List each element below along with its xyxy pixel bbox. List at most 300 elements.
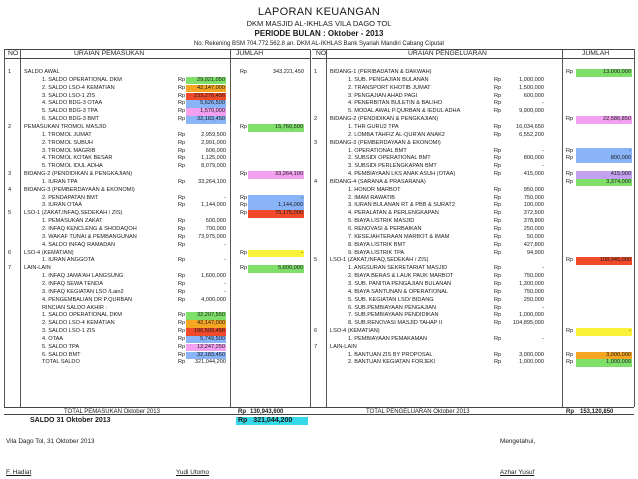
row-subamount: 800,000 [523, 155, 544, 162]
row-subamount: 2,991,000 [201, 139, 226, 146]
row-label: LSO-1 (ZAKAT,INFAQ,SEDEKAH / ZIS) [330, 257, 429, 264]
row-label: 2. TRANSPORT KHOTIB JUMAT [348, 84, 431, 91]
row-currency-total: Rp [240, 249, 248, 256]
row-subamount: - [224, 257, 226, 264]
row-currency: Rp [494, 92, 502, 99]
row-currency: Rp [494, 296, 502, 303]
expense-title-header: URAIAN PENGELUARAN [408, 50, 487, 57]
table-row [312, 328, 634, 336]
row-subamount: 32,183,450 [186, 116, 226, 124]
row-subamount: 196,509,456 [186, 328, 226, 336]
table-row [312, 242, 634, 250]
signatory-2: Yudi Utomo [176, 469, 210, 476]
table-row [312, 289, 634, 297]
row-label: TOTAL SALDO [42, 359, 80, 366]
row-amount: 108,945,000 [576, 257, 632, 265]
row-label: LAIN-LAIN [330, 343, 357, 350]
row-number: 5 [8, 210, 12, 217]
row-subamount: 950,000 [523, 186, 544, 193]
row-subamount: - [542, 265, 544, 272]
table-row [6, 242, 308, 250]
total-expense-row [310, 407, 634, 415]
row-subamount: 33,264,100 [198, 178, 226, 185]
row-amount: 13,000,000 [576, 69, 632, 77]
table-row [6, 218, 308, 226]
row-currency-total: Rp [566, 178, 574, 185]
row-subamount: 1,000,000 [519, 312, 544, 319]
row-amount: - [248, 195, 304, 203]
row-currency: Rp [494, 320, 502, 327]
table-row [6, 116, 308, 124]
row-label: SALDO AWAL [24, 69, 60, 75]
row-label: 1. INFAQ JAMA'AH LANGSUNG [42, 273, 124, 280]
row-number: 4 [314, 178, 318, 185]
saldo-rp: Rp [238, 417, 248, 424]
row-currency-total: Rp [240, 265, 248, 272]
row-amount: 1,144,000 [248, 202, 304, 210]
row-currency: Rp [494, 265, 502, 272]
table-row [312, 281, 634, 289]
table-row [6, 226, 308, 234]
row-currency: Rp [494, 233, 502, 240]
row-label: 4. SALDO INFAQ RAMADAN [42, 241, 116, 248]
table-row [6, 250, 308, 258]
table-row [6, 202, 308, 210]
table-row [6, 179, 308, 187]
row-amount: 15,760,500 [248, 124, 304, 132]
row-currency-total: Rp [566, 359, 574, 366]
row-currency: Rp [494, 163, 502, 170]
row-currency: Rp [494, 100, 502, 107]
divider-line [310, 49, 311, 407]
table-row [6, 69, 308, 77]
table-row [6, 140, 308, 148]
row-currency: Rp [178, 84, 186, 91]
table-row [6, 77, 308, 85]
table-row [312, 116, 634, 124]
table-row [312, 140, 634, 148]
row-subamount: 1,600,000 [201, 273, 226, 280]
table-row [312, 297, 634, 305]
row-subamount: 2,959,500 [201, 131, 226, 138]
table-row [6, 297, 308, 305]
row-subamount: 700,000 [205, 226, 226, 232]
row-currency: Rp [178, 343, 186, 350]
row-subamount: 32,207,550 [186, 312, 226, 320]
row-label: BIDANG-3 (PEMBERDAYAAN & EKONOMI) [330, 139, 441, 146]
row-amount: - [576, 148, 632, 156]
row-label: 3. PENGAJIAN AHAD PAGI [348, 92, 418, 99]
row-label: 2. SUBSIDI OPERATIONAL BMT [348, 155, 431, 162]
row-currency-total: Rp [566, 351, 574, 358]
saldo-label: SALDO 31 Oktober 2013 [30, 417, 111, 424]
table-row [6, 281, 308, 289]
row-subamount: 9,900,000 [519, 108, 544, 115]
row-currency: Rp [494, 312, 502, 319]
table-row [312, 155, 634, 163]
row-number: 3 [314, 139, 318, 146]
table-row [312, 202, 634, 210]
row-currency-total: Rp [566, 69, 574, 75]
table-row [312, 69, 634, 77]
row-subamount: - [224, 280, 226, 287]
row-number: 4 [8, 186, 12, 193]
table-row [6, 124, 308, 132]
row-subamount: 42,147,000 [186, 320, 226, 328]
table-row [312, 257, 634, 265]
table-row [312, 344, 634, 352]
row-label: 2. SALDO LSO-4 KEMATIAN [42, 320, 115, 327]
row-subamount: 378,800 [523, 218, 544, 225]
row-label: 3. SUB. PANITIA PENGAJIAN BULANAN [348, 280, 452, 287]
row-label: 1. ANGSURAN SEKRETARIAT MASJID [348, 265, 448, 272]
row-amount: - [248, 250, 304, 258]
row-label: 1. TROMOL JUMAT [42, 131, 92, 138]
total-income-rp: Rp [238, 409, 246, 415]
row-currency: Rp [494, 241, 502, 248]
row-currency: Rp [494, 210, 502, 217]
row-number: 2 [314, 116, 318, 123]
table-row [312, 320, 634, 328]
row-subamount: 94,900 [526, 249, 544, 256]
table-row [312, 187, 634, 195]
table-row [6, 155, 308, 163]
table-row [6, 289, 308, 297]
table-row [312, 234, 634, 242]
row-currency: Rp [494, 131, 502, 138]
row-currency-total: Rp [566, 147, 574, 154]
row-amount: 3,000,000 [576, 352, 632, 360]
row-label: 4. PENERBITAN BULETIN & BALIHO [348, 100, 443, 107]
row-currency: Rp [178, 147, 186, 154]
row-subamount: 1,125,000 [201, 155, 226, 162]
table-row [6, 320, 308, 328]
row-currency: Rp [494, 202, 502, 209]
row-subamount: 250,000 [523, 226, 544, 232]
row-label: 1. SALDO OPERATIONAL DKM [42, 76, 122, 83]
row-amount: 33,264,100 [248, 171, 304, 179]
row-label: 6. SUB.PEMBIAYAAN PENGAJIAN [348, 304, 437, 311]
row-label: 8. SUB.RENOVASI MASJID TAHAP II [348, 320, 443, 327]
row-currency: Rp [178, 202, 186, 209]
row-subamount: - [542, 335, 544, 342]
row-label: 4. OTAA [42, 335, 64, 342]
total-income-row [4, 407, 310, 415]
row-subamount: 750,000 [523, 288, 544, 295]
row-currency: Rp [178, 233, 186, 240]
row-number: 6 [8, 249, 12, 256]
row-label: 1. IURAN TPA [42, 178, 78, 185]
row-label: 4. PERALATAN & PERLENGKAPAN [348, 210, 439, 217]
row-number: 2 [8, 123, 12, 130]
row-currency-total: Rp [566, 328, 574, 335]
table-row [6, 305, 308, 313]
total-expense-rp: Rp [566, 409, 574, 415]
row-label: 6. RENOVASI & PERBAIKAN [348, 226, 422, 232]
row-label: BIDANG-2 (PENDIDIKAN & PENGKAJIAN) [330, 116, 439, 123]
row-subamount: - [542, 163, 544, 170]
table-row [312, 265, 634, 273]
row-amount: 3,374,000 [576, 179, 632, 187]
row-currency: Rp [178, 280, 186, 287]
table-row [312, 226, 634, 234]
row-currency: Rp [494, 171, 502, 178]
row-subamount: 42,147,000 [186, 85, 226, 93]
row-currency: Rp [178, 335, 186, 342]
row-number: 1 [8, 69, 12, 75]
row-currency: Rp [494, 249, 502, 256]
row-number: 7 [8, 265, 12, 272]
row-currency-total: Rp [240, 69, 248, 75]
row-currency: Rp [178, 226, 186, 232]
row-label: 1. SUB. PENGAJIAN BULANAN [348, 76, 429, 83]
income-column-header [4, 49, 310, 59]
row-currency: Rp [178, 100, 186, 107]
row-currency: Rp [494, 76, 502, 83]
row-subamount: 8,079,000 [201, 163, 226, 170]
row-label: 3. IURAN OTAA [42, 202, 82, 209]
table-row [6, 328, 308, 336]
row-currency: Rp [494, 123, 502, 130]
row-label: 4. TROMOL KOTAK BESAR [42, 155, 113, 162]
saldo-row [4, 417, 310, 425]
row-amount: 343,221,450 [272, 69, 304, 75]
table-row [6, 359, 308, 367]
row-label: 2. IMAM RAWATIB [348, 194, 396, 201]
row-amount: 5,600,000 [248, 265, 304, 273]
row-amount: 800,000 [576, 155, 632, 163]
row-label: 2. INFAQ KENCLENG & SHODAQOH [42, 226, 137, 232]
row-label: LSO-4 (KEMATIAN) [24, 249, 74, 256]
signatory-1: F. Hadiat [6, 469, 32, 476]
row-currency-total: Rp [240, 210, 248, 217]
table-row [6, 234, 308, 242]
row-label: BIDANG-2 (PENDIDIKAN & PENGKAJIAN) [24, 171, 133, 178]
row-amount: 75,175,000 [248, 210, 304, 218]
row-subamount: 32,183,450 [186, 352, 226, 360]
row-currency: Rp [494, 147, 502, 154]
row-label: 1. THR GURU2 TPA [348, 123, 399, 130]
table-row [312, 124, 634, 132]
table-row [6, 210, 308, 218]
row-subamount: - [224, 194, 226, 201]
row-amount: 1,000,000 [576, 359, 632, 367]
row-subamount: - [542, 304, 544, 311]
row-currency: Rp [178, 76, 186, 83]
row-subamount: 606,000 [205, 147, 226, 154]
row-currency-total: Rp [240, 202, 248, 209]
row-currency: Rp [178, 241, 186, 248]
row-label: 5. SALDO BDG-3 TPA [42, 108, 98, 115]
row-subamount: 1,570,000 [186, 108, 226, 116]
table-row [312, 148, 634, 156]
row-subamount: 100,000 [523, 202, 544, 209]
row-currency: Rp [178, 328, 186, 335]
table-row [312, 85, 634, 93]
row-subamount: 12,247,250 [186, 344, 226, 352]
table-row [312, 218, 634, 226]
row-subamount: - [224, 288, 226, 295]
table-row [6, 273, 308, 281]
row-label: 8. BIAYA LISTRIK BMT [348, 241, 406, 248]
row-subamount: 50,000 [526, 233, 544, 240]
row-label: 4. BIAYA SANTUNAN & OPERATIONAL [348, 288, 449, 295]
row-subamount: 1,000,000 [519, 76, 544, 83]
row-currency: Rp [494, 359, 502, 366]
report-title: LAPORAN KEUANGAN [257, 6, 381, 18]
table-row [6, 344, 308, 352]
table-row [6, 148, 308, 156]
row-subamount: 1,144,000 [201, 202, 226, 209]
row-currency: Rp [178, 116, 186, 123]
row-subamount: 250,000 [523, 296, 544, 303]
table-row [6, 100, 308, 108]
row-currency: Rp [178, 218, 186, 225]
report-subtitle: DKM MASJID AL-IKHLAS VILA DAGO TOL [246, 19, 392, 28]
row-label: 4. SALDO BDG-3 OTAA [42, 100, 103, 107]
table-row [6, 187, 308, 195]
row-currency: Rp [178, 178, 186, 185]
row-currency: Rp [494, 335, 502, 342]
row-label: 2. LOMBA TAHFIZ AL-QUR'AN ANAK2 [348, 131, 445, 138]
row-currency: Rp [494, 288, 502, 295]
table-row [312, 250, 634, 258]
row-subamount: 600,000 [523, 92, 544, 99]
row-amount: - [576, 328, 632, 336]
expense-amount-header: JUMLAH [582, 50, 610, 57]
row-currency: Rp [178, 296, 186, 303]
table-row [6, 257, 308, 265]
table-row [6, 265, 308, 273]
row-currency: Rp [178, 108, 186, 115]
row-label: 3. WAKAF TUNAI & PEMBANGUNAN [42, 233, 137, 240]
divider-line [4, 49, 5, 407]
table-row [312, 163, 634, 171]
row-currency: Rp [178, 359, 186, 366]
row-label: 4. PENGEMBALIAN DR P.QURBAN [42, 296, 133, 303]
expense-column-header [312, 49, 634, 59]
row-label: BIDANG-3 (PEMBERDAYAAN & EKONOMI) [24, 186, 135, 193]
table-row [312, 179, 634, 187]
row-label: 1. IURAN ANGGOTA [42, 257, 95, 264]
row-label: 1. OPERATIONAL BMT [348, 147, 407, 154]
row-currency: Rp [178, 273, 186, 280]
row-currency-total: Rp [240, 123, 248, 130]
table-row [6, 163, 308, 171]
table-row [312, 77, 634, 85]
row-label: 1. PEMBIAYAAN PEMAKAMAN [348, 335, 428, 342]
table-row [312, 132, 634, 140]
row-label: 5. SALDO TPA [42, 343, 80, 350]
row-number: 3 [8, 171, 12, 178]
table-row [6, 352, 308, 360]
table-row [6, 336, 308, 344]
place-date: Vila Dago Tol, 31 Oktober 2013 [6, 438, 95, 445]
total-income-label: TOTAL PEMASUKAN Oktober 2013 [64, 409, 160, 415]
row-label: 5. TROMOL IDUL ADHA [42, 163, 103, 170]
row-currency: Rp [178, 155, 186, 162]
row-label: 3. SUBSIDI PERLENGKAPAN BMT [348, 163, 437, 170]
row-label: 5. SUB. KEGIATAN LSO/ BIDANG [348, 296, 434, 303]
row-label: 1. HONOR MARBOT [348, 186, 401, 193]
row-subamount: 427,800 [523, 241, 544, 248]
row-subamount: 321,044,200 [194, 359, 226, 366]
row-currency: Rp [494, 218, 502, 225]
row-subamount: 6,552,200 [519, 131, 544, 138]
row-currency-total: Rp [566, 171, 574, 178]
row-label: LSO-1 (ZAKAT,INFAQ,SEDEKAH / ZIS) [24, 210, 123, 217]
row-currency-total: Rp [566, 257, 574, 264]
row-subamount: 5,626,500 [186, 100, 226, 108]
row-currency: Rp [178, 163, 186, 170]
row-subamount: 4,000,000 [201, 296, 226, 303]
row-currency: Rp [178, 194, 186, 201]
table-row [312, 108, 634, 116]
row-subamount: 750,000 [523, 194, 544, 201]
table-row [6, 195, 308, 203]
table-row [312, 100, 634, 108]
table-row [312, 305, 634, 313]
row-subamount: 3,000,000 [519, 351, 544, 358]
total-expense-label: TOTAL PENGELUARAN Oktober 2013 [366, 409, 470, 415]
row-currency: Rp [494, 155, 502, 162]
row-subamount: 16,034,650 [516, 123, 544, 130]
row-subamount: 750,000 [523, 273, 544, 280]
row-label: 9. BIAYA LISTRIK TPA [348, 249, 405, 256]
row-currency-total: Rp [240, 194, 248, 201]
table-row [6, 85, 308, 93]
table-row [312, 312, 634, 320]
row-subamount: 104,895,000 [512, 320, 544, 327]
row-amount: 415,000 [576, 171, 632, 179]
table-row [312, 352, 634, 360]
table-row [312, 273, 634, 281]
row-currency: Rp [178, 351, 186, 358]
table-row [312, 210, 634, 218]
row-label: 6. SALDO BDG-3 BMT [42, 116, 100, 123]
row-label: 2. SALDO LSO-4 KEMATIAN [42, 84, 115, 91]
row-label: 2. BIAYA BERAS & LAUK PAUK MARBOT [348, 273, 454, 280]
table-row [6, 312, 308, 320]
report-period: PERIODE BULAN : Oktober - 2013 [254, 29, 384, 38]
row-label: 2. INFAQ SEWA TENDA [42, 280, 103, 287]
row-currency: Rp [178, 312, 186, 319]
row-currency: Rp [178, 139, 186, 146]
row-label: 3. TROMOL MAGRIB [42, 147, 96, 154]
row-currency-total: Rp [566, 116, 574, 123]
total-income-value: 130,943,600 [250, 409, 284, 415]
row-number: 6 [314, 328, 318, 335]
row-subamount: 415,000 [523, 171, 544, 178]
row-currency: Rp [178, 131, 186, 138]
table-row [6, 108, 308, 116]
row-currency-total: Rp [566, 155, 574, 162]
row-subamount: 1,000,000 [519, 359, 544, 366]
row-label: 6. SALDO BMT [42, 351, 81, 358]
row-label: 5. BIAYA LISTRIK MASJID [348, 218, 415, 225]
row-subamount: 1,300,000 [519, 280, 544, 287]
row-currency: Rp [178, 288, 186, 295]
row-label: RINCIAN SALDO AKHIR : [42, 304, 107, 311]
row-number: 1 [314, 69, 318, 75]
income-no-header: NO [8, 50, 19, 57]
income-amount-header: JUMLAH [236, 50, 264, 57]
row-label: 2. PENDAPATAN BMT [42, 194, 99, 201]
expense-no-header: NO [316, 50, 327, 57]
row-subamount: - [542, 100, 544, 107]
total-expense-value: 153,120,850 [580, 409, 614, 415]
row-subamount: 500,000 [205, 218, 226, 225]
